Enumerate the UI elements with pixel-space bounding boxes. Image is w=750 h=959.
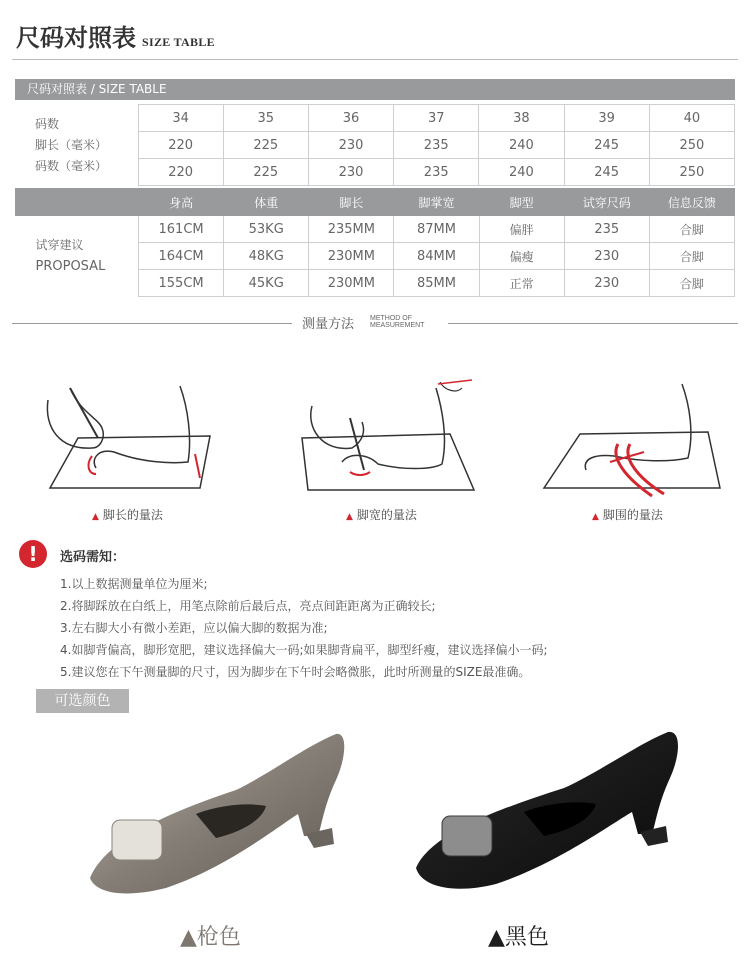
row-label: 码数: [35, 116, 60, 131]
fit-table-header: [16, 189, 735, 216]
page-subtitle: SIZE TABLE: [142, 35, 215, 49]
header-cell-empty: [16, 189, 139, 216]
fit-cell: 87MM: [394, 216, 479, 243]
header-cell: 脚掌宽: [394, 189, 479, 216]
size-cell: 34: [138, 105, 223, 132]
fit-cell: 230MM: [309, 270, 394, 297]
table-row: [15, 105, 735, 132]
foot-length-cell: 230: [308, 132, 393, 159]
foot-length-cell: 245: [564, 132, 649, 159]
size-cell: 37: [394, 105, 479, 132]
pen-icon: [70, 388, 98, 438]
color-label-black: ▲黑色: [488, 925, 549, 950]
page-title: 尺码对照表: [16, 23, 136, 52]
note-line: 5.建议您在下午测量脚的尺寸，因为脚步在下午时会略微胀，此时所测量的SIZE最准确。: [60, 665, 531, 679]
color-options-tag: 可选颜色: [36, 689, 129, 713]
fit-cell: 合脚: [649, 270, 734, 297]
foot-outline: [94, 386, 189, 468]
fit-cell: 45KG: [224, 270, 309, 297]
foot-outline: [585, 384, 691, 470]
fit-cell: 48KG: [224, 243, 309, 270]
fit-cell: 230MM: [309, 243, 394, 270]
measure-title-en: [370, 315, 424, 329]
measure-divider-left: [12, 323, 292, 324]
fit-cell: 230: [564, 243, 649, 270]
size-table: [15, 104, 735, 186]
header-cell: 信息反馈: [649, 189, 734, 216]
row-label: 码数（毫米）: [35, 158, 108, 173]
fit-cell: 53KG: [224, 216, 309, 243]
proposal-label-cn: 试穿建议: [35, 238, 84, 253]
proposal-label-en: PROPOSAL: [35, 259, 106, 275]
size-mm-cell: 250: [649, 159, 734, 186]
caption-text: 脚长的量法: [102, 508, 163, 522]
size-mm-cell: 230: [308, 159, 393, 186]
fit-cell: 85MM: [394, 270, 479, 297]
row-label: 脚长（毫米）: [35, 137, 108, 152]
caption-text: 脚围的量法: [602, 508, 663, 522]
table-row: [16, 216, 735, 243]
foot-length-cell: 240: [479, 132, 564, 159]
foot-width-diagram: [292, 378, 478, 496]
foot-length-cell: 220: [138, 132, 223, 159]
fit-cell: 235: [564, 216, 649, 243]
fit-cell: 155CM: [139, 270, 224, 297]
foot-length-cell: 235: [394, 132, 479, 159]
note-line: 4.如脚背偏高，脚形宽肥，建议选择偏大一码;如果脚背扁平，脚型纤瘦，建议选择偏小一码;: [60, 643, 548, 657]
size-mm-cell: 240: [479, 159, 564, 186]
red-tape-2: [628, 444, 664, 494]
triangle-icon: ▲: [92, 512, 99, 522]
triangle-icon: ▲: [346, 512, 353, 522]
header-cell: 脚型: [479, 189, 564, 216]
alert-icon: !: [19, 540, 47, 568]
header-cell: 试穿尺码: [564, 189, 649, 216]
pen-icon: [350, 418, 364, 470]
caption-foot-girth: [592, 506, 663, 523]
size-mm-cell: 220: [138, 159, 223, 186]
header-cell: 脚长: [309, 189, 394, 216]
black-shoe-image: [412, 728, 690, 898]
size-mm-cell: 235: [394, 159, 479, 186]
caption-text: 脚宽的量法: [356, 508, 417, 522]
note-line: 2.将脚踩放在白纸上，用笔点除前后最后点，亮点间距距离为正确较长;: [60, 599, 436, 613]
triangle-icon: ▲: [592, 512, 599, 522]
foot-outline: [342, 388, 444, 469]
size-notes: [60, 546, 548, 683]
measure-title: 测量方法: [302, 317, 355, 332]
note-line: 3.左右脚大小有微小差距，应以偏大脚的数据为准;: [60, 621, 328, 635]
size-cell: 35: [223, 105, 308, 132]
red-mark-heel: [195, 454, 200, 478]
fit-cell: 235MM: [309, 216, 394, 243]
buckle: [112, 820, 162, 860]
fit-cell: 合脚: [649, 216, 734, 243]
foot-length-diagram: [40, 378, 220, 496]
gunmetal-shoe-image: [86, 728, 356, 898]
red-mark-width: [350, 472, 370, 475]
measure-title-en-2: MEASUREMENT: [370, 322, 425, 329]
proposal-label: [16, 216, 139, 297]
header-divider: [12, 59, 738, 60]
size-mm-cell: 245: [564, 159, 649, 186]
red-mark-top: [438, 380, 472, 384]
fit-cell: 164CM: [139, 243, 224, 270]
caption-foot-width: [346, 506, 417, 523]
header-cell: 体重: [224, 189, 309, 216]
fit-cell: 230: [564, 270, 649, 297]
foot-girth-diagram: [540, 378, 726, 502]
size-cell: 38: [479, 105, 564, 132]
color-label-gunmetal: ▲枪色: [180, 925, 241, 950]
fit-cell: 正常: [479, 270, 564, 297]
foot-length-cell: 225: [223, 132, 308, 159]
fit-table: [15, 188, 735, 297]
fit-cell: 161CM: [139, 216, 224, 243]
measure-divider-right: [448, 323, 738, 324]
header-cell: 身高: [139, 189, 224, 216]
size-row-labels: [15, 105, 138, 186]
size-cell: 39: [564, 105, 649, 132]
paper-outline: [302, 434, 474, 490]
foot-length-cell: 250: [649, 132, 734, 159]
size-cell: 40: [649, 105, 734, 132]
size-cell: 36: [308, 105, 393, 132]
buckle: [442, 816, 492, 856]
size-table-title: 尺码对照表 / SIZE TABLE: [15, 79, 735, 100]
fit-cell: 偏瘦: [479, 243, 564, 270]
notes-title: 选码需知：: [60, 550, 126, 565]
caption-foot-length: [92, 506, 163, 523]
fit-cell: 合脚: [649, 243, 734, 270]
measure-title-en-1: METHOD OF: [370, 315, 412, 322]
fit-cell: 偏胖: [479, 216, 564, 243]
fit-cell: 84MM: [394, 243, 479, 270]
size-mm-cell: 225: [223, 159, 308, 186]
note-line: 1.以上数据测量单位为厘米;: [60, 577, 208, 591]
page-header: [16, 18, 215, 58]
